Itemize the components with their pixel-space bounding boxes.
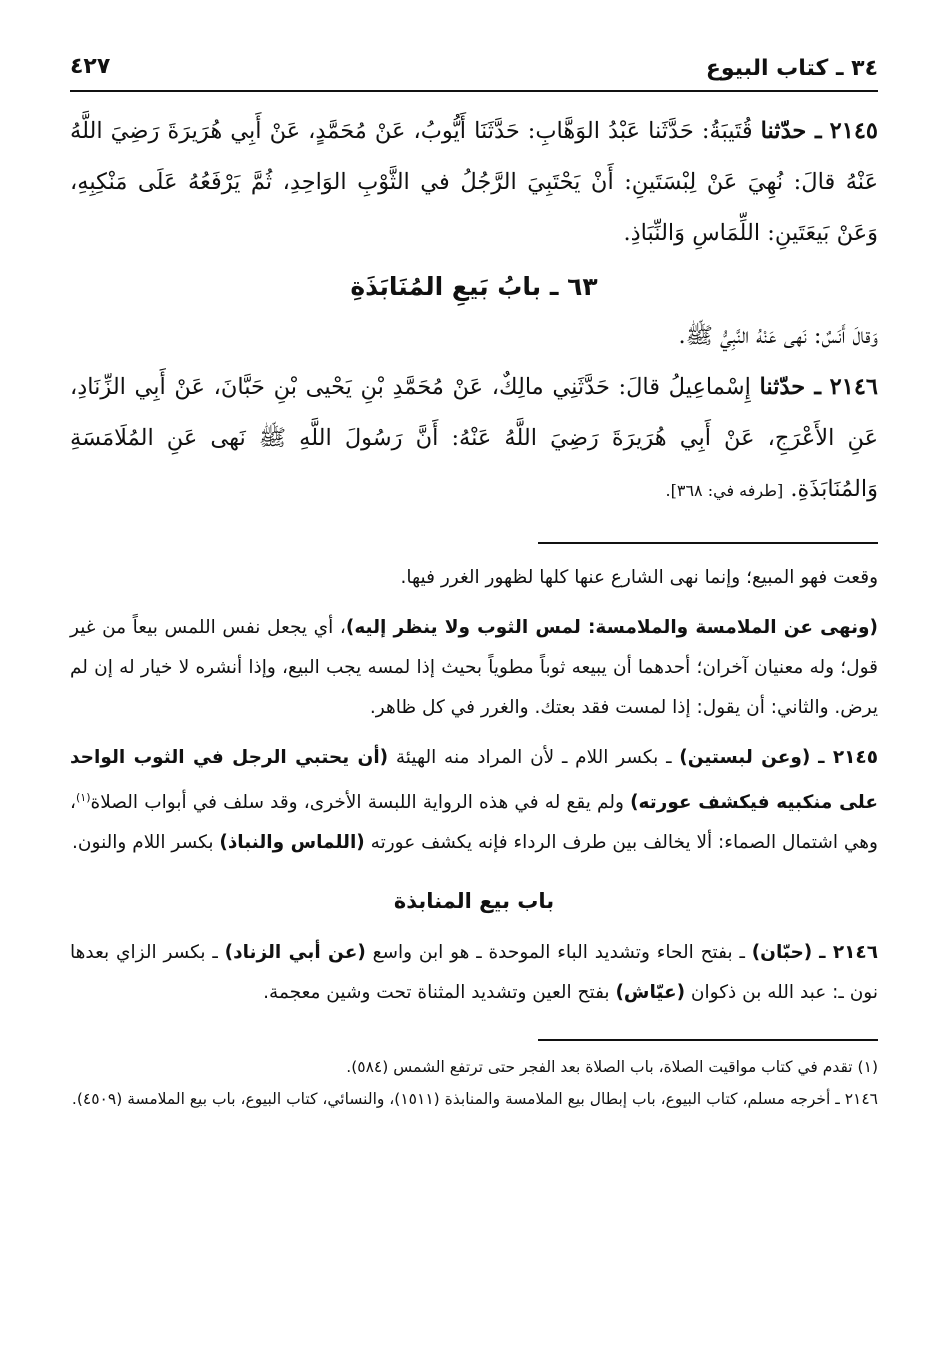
commentary-paragraph: وقعت فهو المبيع؛ وإنما نهى الشارع عنها كلها لظهور الغرر فيها.: [400, 567, 878, 588]
commentary-lemma: (وعن لبستين): [679, 747, 811, 768]
bab-title: ٦٣ ـ بابُ بَيعِ المُنَابَذَةِ: [350, 272, 598, 301]
commentary-lemma: (حبّان): [751, 942, 813, 964]
footnote: ٢١٤٦ ـ أخرجه مسلم، كتاب البيوع، باب إبطال بيع الملامسة والمنابذة (١٥١١)، والنسائي، كتاب البيوع، باب بيع الملامسة (٤٥٠٩).: [71, 1090, 878, 1109]
hadith-intro: ـ حدّثنا: [760, 118, 822, 144]
commentary-text: بفتح العين وتشديد المثناة تحت وشين معجمة.: [263, 982, 616, 1004]
commentary-text: بكسر اللام والنون.: [72, 832, 220, 854]
hadith-cross-reference: [طرفه في: ٣٦٨].: [665, 481, 784, 500]
commentary-text: ـ بكسر اللام ـ لأن المراد منه الهيئة: [388, 747, 680, 768]
book-page: [70, 40, 878, 1115]
commentary-text: ـ بكسر الزاي بعدها نون ـ: عبد الله بن ذكوان: [70, 942, 878, 1004]
hadith-text: إِسْماعِيلُ قالَ: حَدَّثَنِي مالِكٌ، عَنْ مُحَمَّدِ بْنِ يَحْيى بْنِ حَبَّانَ، عَنْ أَبِي الزِّنَادِ، عَنِ الأَعْرَجِ، عَنْ أَبِي هُرَيرَةَ رَضِيَ اللَّهُ عَنْهُ: أَنَّ رَسُولَ اللَّهِ ﷺ نَهى عَنِ المُلَامَسَةِ وَالمُنَابَذَةِ.: [70, 374, 878, 502]
page-number: ٤٢٧: [70, 54, 111, 79]
commentary-text: ، وهي اشتمال الصماء: ألا يخالف بين طرف الرداء فإنه يكشف عورته: [70, 792, 878, 854]
commentary-lemma: (عن أبي الزناد): [224, 942, 366, 964]
chapter-title: ٣٤ ـ كتاب البيوع: [705, 56, 878, 81]
commentary-paragraph: [70, 738, 878, 863]
commentary-number: ٢١٤٥ ـ: [818, 747, 878, 768]
commentary-lemma: (عيّاش): [615, 982, 686, 1004]
commentary-lemma: (ونهى عن الملامسة والملامسة: لمس الثوب ولا ينظر إليه): [345, 617, 879, 638]
hadith-text: قُتَيبَةُ: حَدَّثَنا عَبْدُ الوَهَّابِ: حَدَّثَنَا أَيُّوبُ، عَنْ مُحَمَّدٍ، عَنْ أَبِي هُرَيرَةَ رَضِيَ اللَّهُ عَنْهُ قالَ: نُهِيَ عَنْ لِبْسَتَينِ: أَنْ يَحْتَبِيَ الرَّجُلُ في الثَّوْبِ الوَاحِدِ، ثُمَّ يَرْفَعُهُ عَلَى مَنْكِبِهِ، وَعَنْ بَيعَتَينِ: اللِّمَاسِ وَالنِّبَاذِ.: [70, 118, 878, 246]
hadith-2145: [70, 106, 878, 259]
hadith-number: ٢١٤٦: [829, 374, 878, 400]
commentary-lemma: (اللماس والنباذ): [219, 832, 365, 854]
footnote-reference[interactable]: (١): [75, 791, 91, 804]
commentary-text: ، أي يجعل نفس اللمس بيعاً من غير قول؛ وله معنيان آخران؛ أحدهما أن يبيعه ثوباً مطوياً بحيث إذا لمسه يجب البيع، وإذا أنشره لا خيار له إن لم يرض. والثاني: أن يقول: إذا لمست فقد بعتك. والغرر في كل ظاهر.: [70, 617, 878, 718]
bab-anas-note: وَقالَ أَنَسٌ: نَهى عَنْهُ النَّبِيُّ ﷺ.: [678, 323, 878, 349]
hadith-number: ٢١٤٥: [829, 118, 879, 144]
footnote: (١) تقدم في كتاب مواقيت الصلاة، باب الصلاة بعد الفجر حتى ترتفع الشمس (٥٨٤).: [346, 1058, 878, 1077]
hadith-2146: [70, 362, 878, 516]
commentary-number: ٢١٤٦ ـ: [819, 942, 878, 964]
page-header: [70, 40, 878, 92]
commentary-text: ـ بفتح الحاء وتشديد الباء الموحدة ـ هو ابن واسع: [365, 942, 752, 964]
commentary-paragraph: [70, 608, 878, 728]
commentary-bab-title: باب بيع المنابذة: [393, 889, 555, 914]
commentary-lemma: (أن يحتبي الرجل في الثوب الواحد على منكبيه فيكشف عورته): [70, 747, 878, 814]
hadith-intro: ـ حدّثنا: [759, 374, 822, 400]
commentary-text: ولم يقع له في هذه الرواية اللبسة الأخرى، وقد سلف في أبواب الصلاة: [90, 792, 631, 814]
commentary-paragraph: [70, 933, 878, 1013]
